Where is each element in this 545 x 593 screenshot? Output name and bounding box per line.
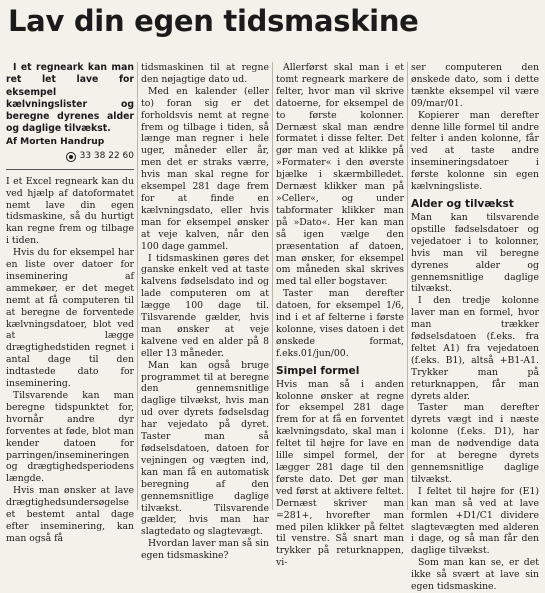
body-paragraph: Hvis du for eksempel har en liste over datoer for inseminering af ammekøer, er det meget nemt at få computeren til at beregne de forventede kælvningsdatoer, blot ved at lægge drægtighedstiden regnet i antal dage til den indtastede dato for inseminering. — [6, 247, 134, 390]
body-paragraph: I feltet til højre for (E1) kan man så ved at lave formlen +D1/C1 dividere slagtevægten med alderen i dage, og så man får den daglige tilvækst. — [411, 485, 539, 557]
article-column-1 — [6, 62, 134, 545]
article-column-2 — [141, 62, 269, 562]
byline-divider — [6, 169, 134, 170]
body-paragraph: I et Excel regneark kan du ved hjælp af datoformatet nemt lave din egen tidsmaskine, så du hurtigt kan regne frem og tilbage i tiden. — [6, 175, 134, 247]
article-lead: I et regneark kan man ret let lave for eksempel kælvningslister og beregne dyrenes alder og daglige tilvækst. — [6, 62, 134, 135]
subheading-simple-formula: Simpel formel — [276, 364, 360, 377]
column-divider — [137, 62, 138, 510]
body-paragraph: I den tredje kolonne laver man en formel, hvor man trækker fødselsdatoen (f.eks. fra feltet A1) fra vejedatoen (f.eks. B1), altså +B1-A1. Trykker man på returknappen, får man dyrets alder. — [411, 295, 539, 402]
body-paragraph: Man kan også bruge programmet til at beregne den gennemsnitlige daglige tilvækst, hvis man ud over dyrets fødselsdag har vejedato på dyret. Taster man så fødselsdatoen, datoen for vejningen og vægten ind, kan man få en automatisk beregning af den gennemsnitlige daglige tilvækst. Tilsvarende gælder, hvis man har slagtedato og slagtevægt. — [141, 359, 269, 538]
column-divider — [407, 62, 408, 510]
article-column-3 — [276, 62, 404, 569]
body-paragraph: I tidsmaskinen gøres det ganske enkelt ved at taste kalvens fødselsdato ind og lade computeren om at lægge 100 dage til. Tilsvarende gælder, hvis man ønsker at veje kalvene ved en alder på 8 eller 13 måneder. — [141, 252, 269, 359]
subheading-age-and-growth: Alder og tilvækst — [411, 197, 514, 210]
body-paragraph: Allerførst skal man i et tomt regneark markere de felter, hvor man vil skrive datoerne, for eksempel de to første kolonner. Dernæst skal man ændre formatet i disse felter. Det gør man ved at klikke på »Formater« i den øverste bjælke i skærmbilledet. Dernæst klikker man på »Celler«, og under tabformater klikker man på »Dato«. Her kan man så igen vælge den præsentation af datoen, man ønsker, for eksempel om måneden skal skrives med tal eller bogstaver. — [276, 62, 404, 288]
body-paragraph: Med en kalender (eller to) foran sig er det forholdsvis nemt at regne frem og tilbage i tiden, så længe man regner i hele uger, måneder eller år, men det er straks værre, hvis man skal regne for eksempel 281 dage frem for at finde en kælvningsdato, eller hvis man for eksempel ønsker at veje kalven, når den 100 dage gammel. — [141, 85, 269, 252]
column-divider — [272, 62, 273, 510]
body-paragraph: Som man kan se, er det ikke så svært at lave sin egen tidsmaskine. — [411, 557, 539, 593]
author-phone-number: 33 38 22 60 — [79, 150, 134, 161]
body-paragraph: Kopierer man derefter denne lille formel til andre felter i anden kolonne, får ved at taste andre insemineringsdatoer i første kolonne sin egen kælvningsliste. — [411, 109, 539, 193]
body-paragraph: tidsmaskinen til at regne den nøjagtige dato ud. — [141, 62, 269, 85]
body-paragraph: Taster man derefter dyrets vægt ind i næste kolonne (f.eks. D1), har man de nødvendige data for at beregne dyrets gennemsnitlige daglige tilvækst. — [411, 402, 539, 485]
body-paragraph: Hvis man så i anden kolonne ønsker at regne for eksempel 281 dage frem for at få en forventet kælvningsdato, skal man i feltet til højre for lave en lille simpel formel, der lægger 281 dage til den første dato. Det gør man ved først at aktivere feltet. Dernæst skriver man =281+, hvorefter man med pilen klikker på feltet til venstre. Så snart man trykker på returknappen, vi- — [276, 378, 404, 569]
body-paragraph: Tilsvarende kan man beregne tidspunktet for, hvornår andre dyr forventes at føde, blot man kender datoen for parringen/insemineringen og drægtighedsperiodens længde. — [6, 390, 134, 485]
article-headline: Lav din egen tidsmaskine — [8, 4, 419, 38]
body-paragraph: Hvordan laver man så sin egen tidsmaskine? — [141, 538, 269, 562]
body-paragraph: Hvis man ønsker at lave drægtighedsundersøgelse et bestemt antal dage efter inseminering, kan man også få — [6, 485, 134, 544]
body-paragraph: ser computeren den ønskede dato, som i dette tænkte eksempel vil være 09/mar/01. — [411, 62, 539, 109]
article-column-4 — [411, 62, 539, 593]
article-byline: Af Morten Handrup — [6, 136, 105, 147]
body-paragraph: Man kan tilsvarende opstille fødselsdatoer og vejedatoer i to kolonner, hvis man vil beregne dyrenes alder og gennemsnitlige daglige tilvækst. — [411, 211, 539, 295]
author-phone — [6, 151, 134, 163]
phone-icon — [66, 152, 76, 162]
body-paragraph: Taster man derefter datoen, for eksempel 1/6, ind i et af felterne i første kolonne, vises datoen i det ønskede format, f.eks.01/jun/00. — [276, 288, 404, 359]
